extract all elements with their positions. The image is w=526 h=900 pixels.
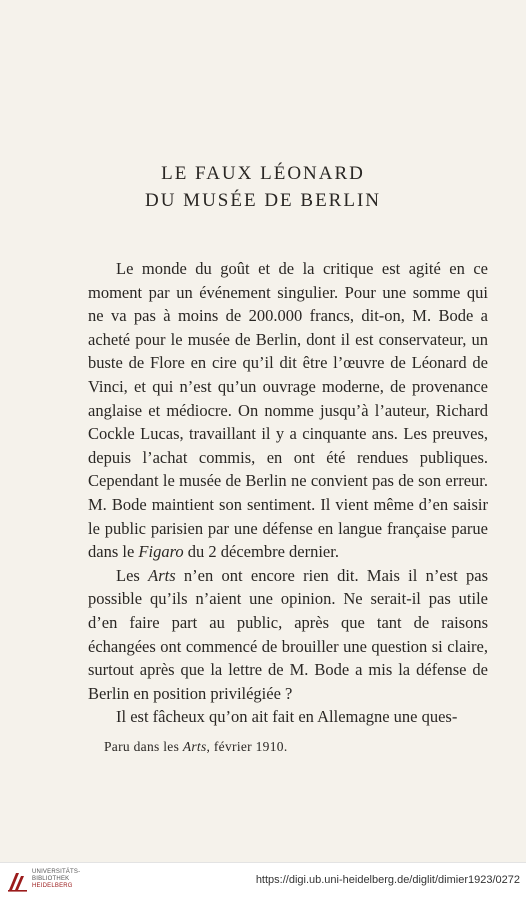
viewer-footer	[0, 862, 526, 900]
paragraph	[88, 257, 488, 564]
paragraph-text: n’en ont encore rien dit. Mais il n’est pas possible qu’ils n’aient une opinion. Ne serait-il pas utile d’en faire part au public, après que tant de raisons échangées ont commencé de brouiller une question si claire, surtout après que la lettre de M. Bode a mis la défense de Berlin en position privilégiée ?	[88, 565, 488, 703]
body-text	[88, 257, 488, 729]
institution-line-3: HEIDELBERG	[32, 883, 73, 889]
title-line-1: LE FAUX LÉONARD	[161, 163, 365, 184]
paragraph-text: du 2 décembre dernier.	[183, 542, 339, 562]
emphasis-text: Arts	[148, 565, 176, 585]
page-title	[0, 160, 526, 214]
emphasis-text: Figaro	[138, 542, 184, 562]
heidelberg-university-library-logo-icon	[6, 869, 30, 893]
paragraph	[88, 564, 488, 706]
institution-name	[32, 869, 80, 890]
paragraph-text: Les	[116, 565, 149, 585]
footnote-emphasis: Arts	[182, 739, 207, 754]
footnote-text: , février 1910.	[206, 739, 288, 754]
paragraph-text: Il est fâcheux qu’on ait fait en Allemagne une ques-	[116, 707, 458, 727]
institution-line-2: BIBLIOTHEK	[32, 876, 70, 882]
paragraph	[88, 705, 488, 729]
footnote	[104, 739, 288, 755]
permalink-url[interactable]: https://digi.ub.uni-heidelberg.de/diglit/dimier1923/0272	[255, 874, 520, 886]
title-line-2: DU MUSÉE DE BERLIN	[144, 190, 382, 211]
footnote-text: Paru dans les	[104, 739, 183, 754]
paragraph-text: Le monde du goût et de la critique est agité en ce moment par un événement singulier. Pour une somme qui ne va pas à moins de 200.000 francs, dit-on, M. Bode a acheté pour le musée de Berlin, dont il est conservateur, un buste de Flore en cire qu’il dit être l’œuvre de Léonard de Vinci, et qui n’est qu’un ouvrage moderne, de provenance anglaise et médiocre. On nomme jusqu’à l’auteur, Richard Cockle Lucas, travaillant il y a cinquante ans. Les preuves, depuis l’achat commis, en ont été rendues publiques. Cependant le musée de Berlin ne convient pas de son erreur. M. Bode maintient son sentiment. Il vient même d’en saisir le public parisien par une défense en langue française parue dans le	[88, 259, 488, 562]
institution-line-1: UNIVERSITÄTS-	[32, 869, 81, 875]
